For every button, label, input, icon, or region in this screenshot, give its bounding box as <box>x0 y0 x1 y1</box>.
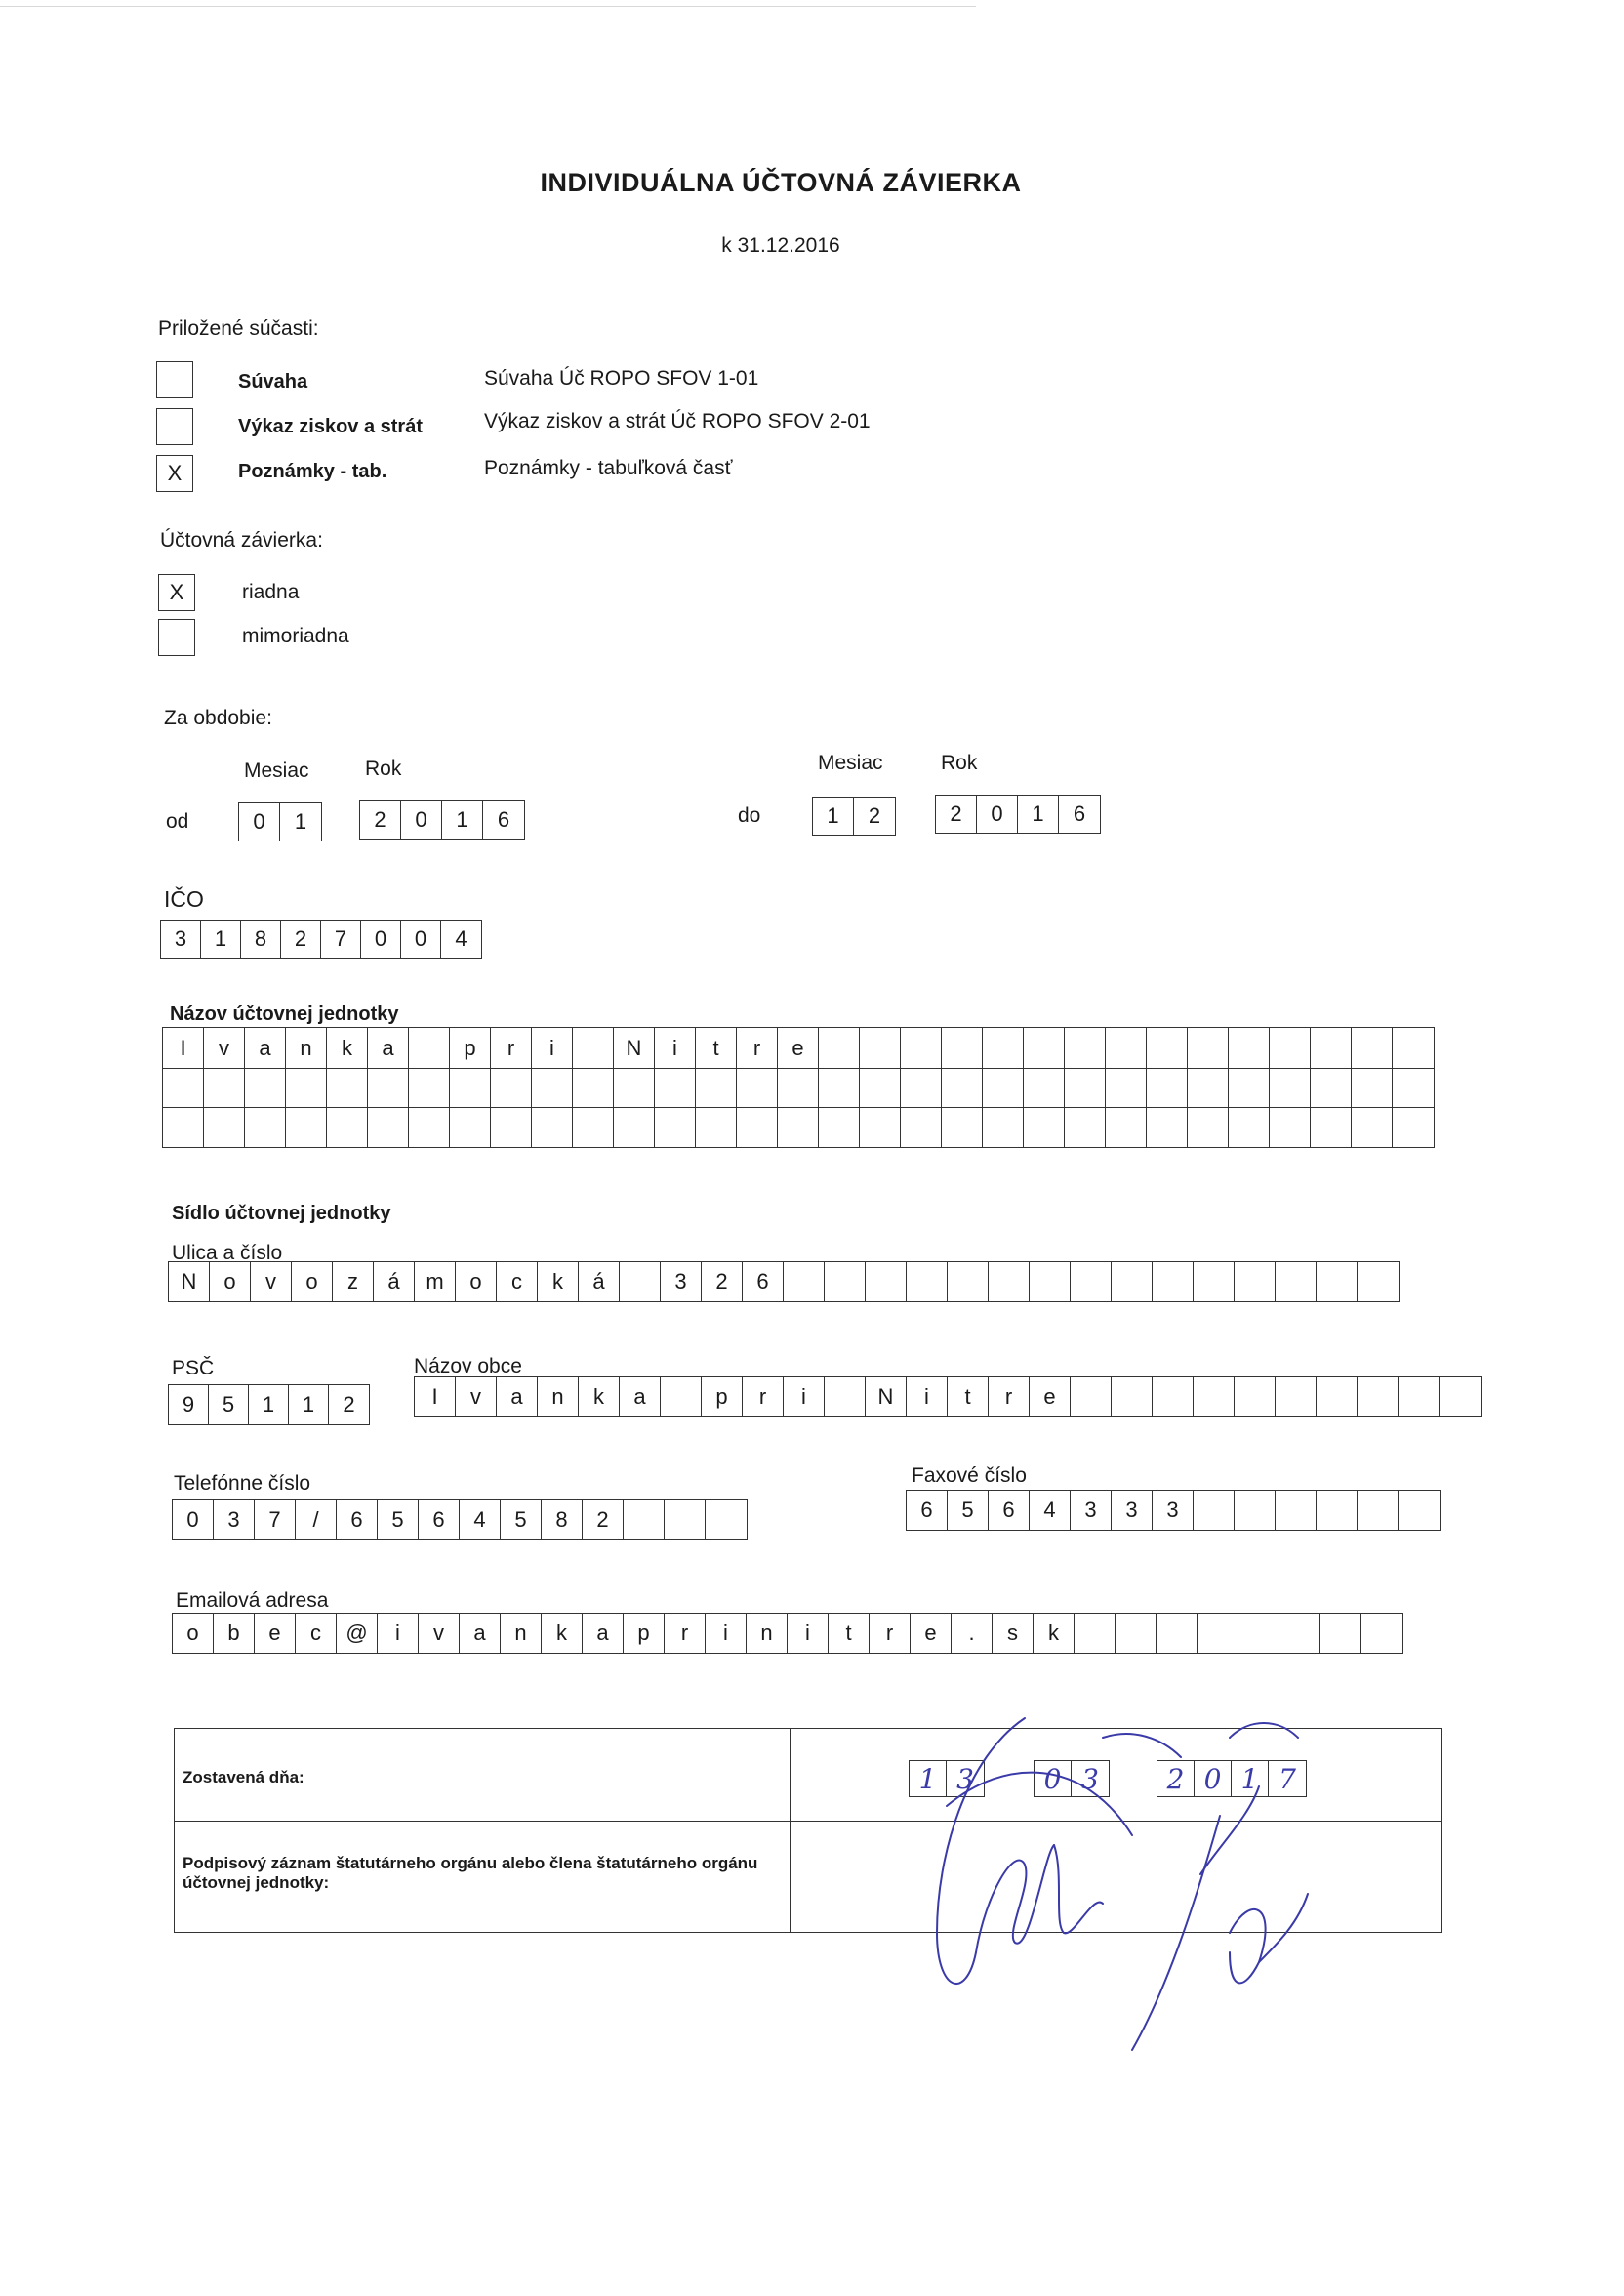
char-box <box>1276 1491 1317 1530</box>
checkbox-vykaz[interactable] <box>156 408 193 445</box>
char-box <box>245 1069 286 1107</box>
char-box <box>1194 1262 1235 1301</box>
char-box: e <box>255 1614 296 1653</box>
digit-box: 1 <box>813 798 854 835</box>
char-box: 4 <box>1030 1491 1071 1530</box>
char-box <box>163 1069 204 1107</box>
char-box: 8 <box>542 1500 583 1539</box>
char-box <box>532 1108 573 1147</box>
char-box <box>1235 1377 1276 1416</box>
char-box: a <box>368 1028 409 1068</box>
char-box: 5 <box>209 1385 249 1424</box>
char-box: i <box>907 1377 948 1416</box>
char-box <box>1065 1028 1106 1068</box>
char-box: n <box>747 1614 788 1653</box>
checkbox-poznamky[interactable]: X <box>156 455 193 492</box>
char-box <box>1352 1069 1393 1107</box>
char-box <box>989 1262 1030 1301</box>
char-box <box>696 1108 737 1147</box>
char-box <box>327 1069 368 1107</box>
char-box <box>532 1069 573 1107</box>
char-box: o <box>456 1262 497 1301</box>
char-box <box>1311 1069 1352 1107</box>
char-box <box>286 1108 327 1147</box>
char-box: t <box>948 1377 989 1416</box>
char-box <box>825 1262 866 1301</box>
char-box: . <box>952 1614 993 1653</box>
char-box <box>1229 1028 1270 1068</box>
char-box <box>286 1069 327 1107</box>
attachment-desc-suvaha: Súvaha Úč ROPO SFOV 1-01 <box>484 367 759 390</box>
char-box: 3 <box>661 1262 702 1301</box>
ico-label: IČO <box>164 886 204 912</box>
char-box <box>614 1069 655 1107</box>
char-box: 5 <box>378 1500 419 1539</box>
char-box: e <box>1030 1377 1071 1416</box>
char-box <box>573 1108 614 1147</box>
to-year-field[interactable] <box>935 795 1101 834</box>
char-box: k <box>579 1377 620 1416</box>
char-box: z <box>333 1262 374 1301</box>
email-field[interactable] <box>172 1613 1403 1654</box>
char-box: c <box>497 1262 538 1301</box>
char-box <box>1393 1108 1434 1147</box>
char-box <box>1311 1028 1352 1068</box>
char-box: 1 <box>289 1385 329 1424</box>
char-box: 3 <box>214 1500 255 1539</box>
char-box <box>1194 1491 1235 1530</box>
char-box <box>1440 1377 1481 1416</box>
char-box: N <box>169 1262 210 1301</box>
digit-box: 8 <box>241 921 281 958</box>
char-box <box>409 1108 450 1147</box>
char-box <box>1399 1491 1440 1530</box>
char-box: p <box>624 1614 665 1653</box>
char-box <box>1071 1262 1112 1301</box>
char-box: 3 <box>1153 1491 1194 1530</box>
char-box: i <box>532 1028 573 1068</box>
char-box <box>1276 1262 1317 1301</box>
attachment-label-suvaha: Súvaha <box>238 371 308 392</box>
char-box: b <box>214 1614 255 1653</box>
char-box <box>1147 1069 1188 1107</box>
entity-name-label: Názov účtovnej jednotky <box>170 1004 399 1025</box>
char-box <box>573 1028 614 1068</box>
digit-box: 7 <box>1279 1762 1296 1795</box>
char-box: I <box>415 1377 456 1416</box>
char-box: r <box>491 1028 532 1068</box>
char-box <box>1358 1262 1399 1301</box>
town-field[interactable] <box>414 1376 1482 1417</box>
char-box <box>1270 1069 1311 1107</box>
digit-box: 2 <box>868 803 881 828</box>
checkbox-riadna[interactable]: X <box>158 574 195 611</box>
char-box <box>163 1108 204 1147</box>
char-box <box>696 1069 737 1107</box>
attachment-desc-poznamky: Poznámky - tabuľková časť <box>484 457 733 479</box>
digit-box: 6 <box>497 807 510 832</box>
char-box: v <box>419 1614 460 1653</box>
char-box: r <box>989 1377 1030 1416</box>
char-box <box>624 1500 665 1539</box>
char-box: v <box>204 1028 245 1068</box>
char-box: o <box>210 1262 251 1301</box>
town-label: Názov obce <box>414 1355 522 1377</box>
period-heading: Za obdobie: <box>164 707 272 729</box>
digit-box: 2 <box>936 796 977 833</box>
attachment-label-vykaz: Výkaz ziskov a strát <box>238 416 423 437</box>
email-label: Emailová adresa <box>176 1589 329 1612</box>
checkbox-suvaha[interactable] <box>156 361 193 398</box>
char-box <box>983 1028 1024 1068</box>
char-box <box>1147 1108 1188 1147</box>
digit-box: 2 <box>281 921 321 958</box>
char-box: k <box>542 1614 583 1653</box>
char-box <box>1270 1108 1311 1147</box>
option-label-riadna: riadna <box>242 581 300 603</box>
statement-type-heading: Účtovná závierka: <box>160 529 323 552</box>
entity-name-row[interactable] <box>163 1069 1434 1108</box>
char-box <box>1153 1377 1194 1416</box>
char-box: p <box>702 1377 743 1416</box>
char-box <box>1229 1108 1270 1147</box>
char-box: r <box>743 1377 784 1416</box>
handwritten-signature <box>908 1699 1376 2070</box>
char-box <box>1317 1262 1358 1301</box>
digit-box: 0 <box>1195 1761 1232 1796</box>
char-box <box>1112 1262 1153 1301</box>
char-box: @ <box>337 1614 378 1653</box>
char-box <box>907 1262 948 1301</box>
char-box <box>368 1069 409 1107</box>
char-box <box>1393 1069 1434 1107</box>
char-box: n <box>501 1614 542 1653</box>
digit-box: 3 <box>1081 1762 1099 1795</box>
char-box <box>450 1108 491 1147</box>
char-box <box>1106 1028 1147 1068</box>
street-label: Ulica a číslo <box>172 1242 283 1264</box>
char-box: t <box>829 1614 870 1653</box>
digit-box: 1 <box>442 801 483 839</box>
char-box: c <box>296 1614 337 1653</box>
char-box: p <box>450 1028 491 1068</box>
char-box: r <box>665 1614 706 1653</box>
char-box: 4 <box>460 1500 501 1539</box>
char-box <box>819 1108 860 1147</box>
char-box <box>942 1028 983 1068</box>
char-box: 9 <box>169 1385 209 1424</box>
char-box <box>1188 1069 1229 1107</box>
char-box <box>573 1069 614 1107</box>
char-box <box>948 1262 989 1301</box>
char-box: n <box>286 1028 327 1068</box>
char-box <box>204 1069 245 1107</box>
digit-box: 0 <box>361 921 401 958</box>
char-box <box>1358 1491 1399 1530</box>
to-label: do <box>738 804 761 827</box>
char-box <box>204 1108 245 1147</box>
char-box: o <box>292 1262 333 1301</box>
psc-field[interactable] <box>168 1384 370 1425</box>
char-box <box>1071 1377 1112 1416</box>
char-box <box>491 1069 532 1107</box>
char-box <box>409 1028 450 1068</box>
char-box: 7 <box>255 1500 296 1539</box>
char-box: a <box>497 1377 538 1416</box>
char-box <box>368 1108 409 1147</box>
char-box <box>327 1108 368 1147</box>
attachment-desc-vykaz: Výkaz ziskov a strát Úč ROPO SFOV 2-01 <box>484 410 871 432</box>
char-box: v <box>251 1262 292 1301</box>
char-box: k <box>538 1262 579 1301</box>
phone-field[interactable] <box>172 1499 748 1540</box>
document-title: INDIVIDUÁLNA ÚČTOVNÁ ZÁVIERKA <box>540 168 1022 197</box>
from-year-field[interactable] <box>359 800 525 840</box>
digit-box: 2 <box>1157 1761 1195 1796</box>
char-box: 2 <box>583 1500 624 1539</box>
char-box <box>942 1108 983 1147</box>
char-box: 6 <box>743 1262 784 1301</box>
char-box <box>1238 1614 1279 1653</box>
char-box: 5 <box>948 1491 989 1530</box>
char-box: 3 <box>1112 1491 1153 1530</box>
char-box <box>1235 1491 1276 1530</box>
char-box <box>983 1108 1024 1147</box>
char-box <box>1030 1262 1071 1301</box>
char-box <box>1194 1377 1235 1416</box>
char-box: t <box>696 1028 737 1068</box>
char-box: i <box>788 1614 829 1653</box>
from-month-field[interactable] <box>238 802 322 841</box>
char-box: 6 <box>907 1491 948 1530</box>
char-box: e <box>911 1614 952 1653</box>
attachments-heading: Priložené súčasti: <box>158 317 319 340</box>
char-box: 6 <box>989 1491 1030 1530</box>
digit-box: 0 <box>1035 1761 1072 1796</box>
char-box <box>450 1069 491 1107</box>
char-box: 1 <box>249 1385 289 1424</box>
char-box <box>860 1069 901 1107</box>
char-box <box>655 1069 696 1107</box>
char-box <box>1270 1028 1311 1068</box>
char-box: 0 <box>173 1500 214 1539</box>
char-box: i <box>655 1028 696 1068</box>
char-box <box>1024 1108 1065 1147</box>
scan-edge-line <box>0 6 976 7</box>
char-box <box>860 1108 901 1147</box>
ico-field[interactable] <box>160 920 482 959</box>
to-month-label: Mesiac <box>818 752 883 774</box>
digit-box: 2 <box>360 801 401 839</box>
char-box <box>819 1028 860 1068</box>
char-box <box>778 1069 819 1107</box>
char-box <box>784 1262 825 1301</box>
char-box <box>1075 1614 1116 1653</box>
char-box <box>901 1028 942 1068</box>
char-box: N <box>866 1377 907 1416</box>
char-box: á <box>579 1262 620 1301</box>
char-box <box>778 1108 819 1147</box>
char-box <box>1024 1069 1065 1107</box>
char-box: 6 <box>337 1500 378 1539</box>
char-box <box>1198 1614 1238 1653</box>
char-box <box>1065 1069 1106 1107</box>
from-month-label: Mesiac <box>244 759 309 782</box>
char-box <box>620 1262 661 1301</box>
attachment-label-poznamky: Poznámky - tab. <box>238 461 387 482</box>
char-box: 3 <box>1071 1491 1112 1530</box>
char-box: r <box>737 1028 778 1068</box>
char-box <box>1393 1028 1434 1068</box>
signature-label: Podpisový záznam štatutárneho orgánu alebo člena štatutárneho orgánu účtovnej jednotky: <box>183 1854 758 1892</box>
digit-box: 1 <box>294 809 307 834</box>
option-label-mimoriadna: mimoriadna <box>242 625 349 647</box>
char-box: 5 <box>501 1500 542 1539</box>
char-box <box>1279 1614 1320 1653</box>
psc-label: PSČ <box>172 1357 215 1379</box>
digit-box: 3 <box>161 921 201 958</box>
document-date: k 31.12.2016 <box>721 234 840 257</box>
char-box <box>1188 1108 1229 1147</box>
char-box <box>983 1069 1024 1107</box>
digit-box: 7 <box>321 921 361 958</box>
checkbox-mimoriadna[interactable] <box>158 619 195 656</box>
char-box: k <box>1034 1614 1075 1653</box>
char-box: i <box>706 1614 747 1653</box>
char-box <box>1188 1028 1229 1068</box>
char-box: i <box>784 1377 825 1416</box>
digit-box: 3 <box>956 1762 974 1795</box>
char-box <box>661 1377 702 1416</box>
digit-box: 1 <box>201 921 241 958</box>
char-box <box>1358 1377 1399 1416</box>
char-box <box>1320 1614 1361 1653</box>
to-year-label: Rok <box>941 752 978 774</box>
char-box <box>942 1069 983 1107</box>
digit-box: 0 <box>977 796 1018 833</box>
char-box <box>245 1108 286 1147</box>
char-box <box>901 1069 942 1107</box>
char-box <box>655 1108 696 1147</box>
entity-name-row[interactable] <box>163 1108 1434 1147</box>
char-box: r <box>870 1614 911 1653</box>
char-box: e <box>778 1028 819 1068</box>
phone-label: Telefónne číslo <box>174 1472 311 1495</box>
char-box: N <box>614 1028 655 1068</box>
char-box <box>1106 1069 1147 1107</box>
char-box <box>825 1377 866 1416</box>
fax-label: Faxové číslo <box>912 1464 1027 1487</box>
char-box: a <box>620 1377 661 1416</box>
char-box <box>1361 1614 1402 1653</box>
digit-box: 0 <box>401 921 441 958</box>
char-box: 2 <box>343 1392 355 1416</box>
char-box <box>1352 1028 1393 1068</box>
char-box: i <box>378 1614 419 1653</box>
char-box: / <box>296 1500 337 1539</box>
digit-box: 0 <box>239 803 280 840</box>
char-box <box>1024 1028 1065 1068</box>
compiled-label: Zostavená dňa: <box>183 1768 304 1786</box>
char-box <box>491 1108 532 1147</box>
street-field[interactable] <box>168 1261 1400 1302</box>
char-box <box>665 1500 706 1539</box>
char-box <box>409 1069 450 1107</box>
digit-box: 1 <box>1232 1761 1269 1796</box>
fax-field[interactable] <box>906 1490 1441 1531</box>
char-box: o <box>173 1614 214 1653</box>
char-box: a <box>460 1614 501 1653</box>
char-box: m <box>415 1262 456 1301</box>
digit-box: 0 <box>401 801 442 839</box>
char-box <box>1352 1108 1393 1147</box>
entity-name-row[interactable] <box>163 1028 1434 1069</box>
char-box: á <box>374 1262 415 1301</box>
digit-box: 1 <box>1018 796 1059 833</box>
char-box <box>1153 1262 1194 1301</box>
char-box <box>1229 1069 1270 1107</box>
entity-name-grid[interactable] <box>162 1027 1435 1148</box>
char-box <box>1157 1614 1198 1653</box>
char-box <box>1399 1377 1440 1416</box>
char-box <box>737 1108 778 1147</box>
char-box: 6 <box>419 1500 460 1539</box>
char-box: a <box>245 1028 286 1068</box>
char-box <box>1112 1377 1153 1416</box>
char-box <box>860 1028 901 1068</box>
char-box: k <box>327 1028 368 1068</box>
char-box <box>737 1069 778 1107</box>
char-box <box>1317 1491 1358 1530</box>
char-box <box>1235 1262 1276 1301</box>
from-label: od <box>166 810 189 833</box>
char-box: v <box>456 1377 497 1416</box>
digit-box: 4 <box>455 926 467 951</box>
digit-box: 1 <box>910 1761 947 1796</box>
char-box <box>1116 1614 1157 1653</box>
from-year-label: Rok <box>365 758 402 780</box>
char-box <box>1317 1377 1358 1416</box>
char-box: I <box>163 1028 204 1068</box>
char-box <box>1065 1108 1106 1147</box>
digit-box: 6 <box>1073 801 1086 826</box>
char-box <box>1106 1108 1147 1147</box>
char-box <box>706 1500 747 1539</box>
char-box: s <box>993 1614 1034 1653</box>
char-box <box>866 1262 907 1301</box>
char-box <box>901 1108 942 1147</box>
char-box <box>1311 1108 1352 1147</box>
char-box <box>1276 1377 1317 1416</box>
char-box <box>819 1069 860 1107</box>
to-month-field[interactable] <box>812 797 896 836</box>
char-box <box>1147 1028 1188 1068</box>
seat-heading: Sídlo účtovnej jednotky <box>172 1203 391 1224</box>
char-box: 2 <box>702 1262 743 1301</box>
char-box <box>614 1108 655 1147</box>
char-box: a <box>583 1614 624 1653</box>
char-box: n <box>538 1377 579 1416</box>
